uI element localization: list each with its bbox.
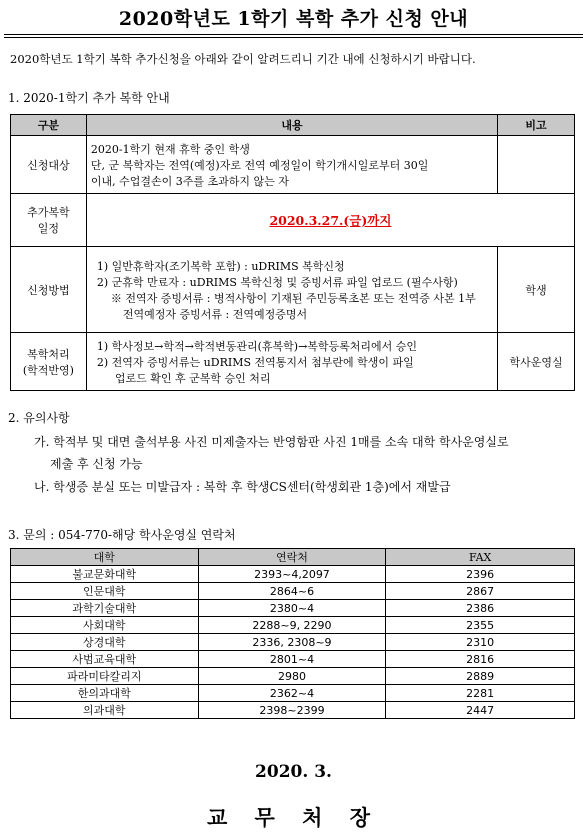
- content-line: 2) 군휴학 만료자 : uDRIMS 복학신청 및 증빙서류 파일 업로드 (필수사항): [96, 275, 458, 289]
- section3-heading: 3. 문의 : 054-770-해당 학사운영실 연락처: [8, 528, 236, 542]
- caution-item: 가. 학적부 및 대면 출석부용 사진 미제출자는 반영함판 사진 1매를 소속 대학 학사운영실로: [34, 435, 509, 449]
- content-line: 1) 학사정보→학적→학적변동관리(휴복학)→복학등록처리에서 승인: [96, 339, 418, 353]
- row-processing: [11, 333, 575, 391]
- schedule-cell: [86, 194, 574, 247]
- header-category: 구분: [11, 115, 87, 136]
- deadline-date: 2020.3.27.(금)까지: [269, 213, 392, 228]
- row-label-line: 추가복학: [27, 206, 70, 219]
- fax-ext: 2355: [386, 617, 575, 634]
- row-content: [86, 247, 497, 333]
- row-label-line: 복학처리: [27, 347, 70, 361]
- phone-ext: 2864~6: [198, 583, 386, 600]
- header-content: 내용: [86, 115, 497, 136]
- row-note: 학생: [498, 247, 575, 333]
- row-label: [11, 333, 87, 391]
- row-label: 신청대상: [11, 136, 87, 194]
- content-line: 2020-1학기 현재 휴학 중인 학생: [90, 142, 250, 156]
- phone-ext: 2393~4,2097: [198, 566, 386, 583]
- row-label-line: 일정: [37, 222, 60, 235]
- content-line: 전역예정자 증빙서류 : 전역예정증명서: [122, 307, 308, 321]
- content-line: 이내, 수업결손이 3주를 초과하지 않는 자: [90, 174, 289, 188]
- table-row: [11, 668, 575, 685]
- content-line: 2) 전역자 증빙서류는 uDRIMS 전역통지서 첨부란에 학생이 파일: [96, 355, 414, 369]
- row-target: [11, 136, 575, 194]
- college-name: 사범교육대학: [11, 651, 199, 668]
- header-college: 대학: [11, 549, 199, 566]
- row-content: [86, 333, 497, 391]
- fax-ext: 2310: [386, 634, 575, 651]
- caution-item: 나. 학생증 분실 또는 미발급자 : 복학 후 학생CS센터(학생회관 1층)에서 재발급: [34, 480, 451, 494]
- intro-text: 2020학년도 1학기 복학 추가신청을 아래와 같이 알려드리니 기간 내에 신청하시기 바랍니다.: [10, 52, 476, 66]
- fax-ext: 2816: [386, 651, 575, 668]
- college-name: 한의과대학: [11, 685, 199, 702]
- row-method: [11, 247, 575, 333]
- phone-ext: 2980: [198, 668, 386, 685]
- issue-date: 2020. 3.: [255, 762, 332, 782]
- content-line: 단, 군 복학자는 전역(예정)자로 전역 예정일이 학기개시일로부터 30일: [90, 158, 429, 172]
- contact-header-row: [11, 549, 575, 566]
- table-row: [11, 583, 575, 600]
- title-divider-top: [4, 34, 583, 35]
- table-row: [11, 651, 575, 668]
- college-name: 불교문화대학: [11, 566, 199, 583]
- content-line: 1) 일반휴학자(조기복학 포함) : uDRIMS 복학신청: [96, 259, 345, 273]
- table-header-row: [11, 115, 575, 136]
- phone-ext: 2801~4: [198, 651, 386, 668]
- table-row: [11, 702, 575, 719]
- content-line: 업로드 확인 후 군복학 승인 처리: [114, 371, 271, 385]
- table-row: [11, 566, 575, 583]
- row-label-line: (학적반영): [22, 363, 74, 377]
- issuer-signature: 교 무 처 장: [206, 805, 381, 830]
- table-row: [11, 617, 575, 634]
- college-name: 상경대학: [11, 634, 199, 651]
- header-fax: FAX: [386, 549, 575, 566]
- row-note: [498, 136, 575, 194]
- phone-ext: 2288~9, 2290: [198, 617, 386, 634]
- college-name: 파라미타칼리지: [11, 668, 199, 685]
- caution-item: 제출 후 신청 가능: [50, 457, 143, 471]
- fax-ext: 2386: [386, 600, 575, 617]
- fax-ext: 2447: [386, 702, 575, 719]
- section2-heading: 2. 유의사항: [8, 411, 70, 425]
- contact-table: [10, 548, 575, 719]
- table-row: [11, 685, 575, 702]
- fax-ext: 2281: [386, 685, 575, 702]
- application-info-table: [10, 114, 575, 391]
- fax-ext: 2867: [386, 583, 575, 600]
- title-divider-bottom: [4, 37, 583, 38]
- header-phone: 연락처: [198, 549, 386, 566]
- section1-heading: 1. 2020-1학기 추가 복학 안내: [8, 91, 170, 105]
- fax-ext: 2889: [386, 668, 575, 685]
- college-name: 의과대학: [11, 702, 199, 719]
- phone-ext: 2380~4: [198, 600, 386, 617]
- fax-ext: 2396: [386, 566, 575, 583]
- row-schedule: [11, 194, 575, 247]
- phone-ext: 2398~2399: [198, 702, 386, 719]
- row-label: 신청방법: [11, 247, 87, 333]
- content-line: ※ 전역자 증빙서류 : 병적사항이 기재된 주민등록초본 또는 전역증 사본 1부: [110, 291, 476, 305]
- college-name: 과학기술대학: [11, 600, 199, 617]
- table-row: [11, 600, 575, 617]
- row-content: [86, 136, 497, 194]
- college-name: 인문대학: [11, 583, 199, 600]
- row-label: [11, 194, 87, 247]
- phone-ext: 2362~4: [198, 685, 386, 702]
- phone-ext: 2336, 2308~9: [198, 634, 386, 651]
- row-note: 학사운영실: [498, 333, 575, 391]
- document-title: 2020학년도 1학기 복학 추가 신청 안내: [118, 8, 469, 30]
- header-note: 비고: [498, 115, 575, 136]
- table-row: [11, 634, 575, 651]
- college-name: 사회대학: [11, 617, 199, 634]
